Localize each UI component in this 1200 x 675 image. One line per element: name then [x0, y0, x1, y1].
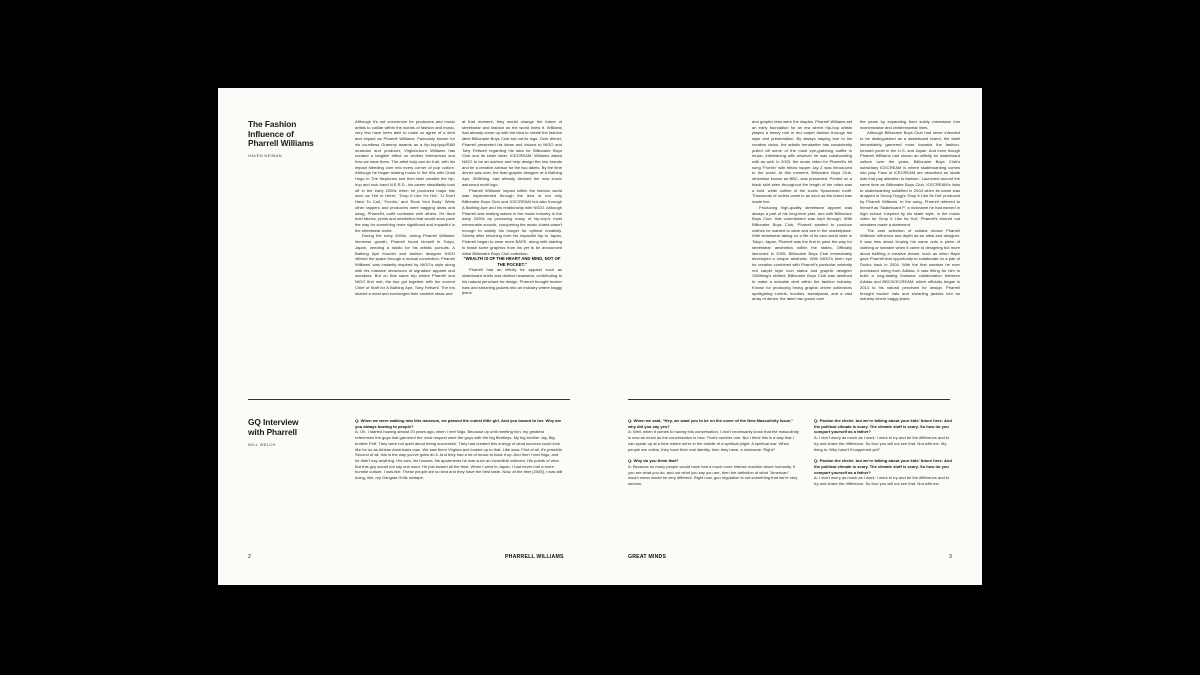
left-page	[218, 88, 600, 585]
interview-title-line: with Pharrell	[248, 426, 297, 437]
paragraph: the years by expanding from solely menswear into womenswear and childrenswear lines.	[860, 119, 960, 130]
section-divider	[628, 399, 950, 400]
right-page	[600, 88, 982, 585]
section-divider	[248, 399, 570, 400]
paragraph: Producing high-quality streetwear apparel was always a part of his long-term plan, and with Billionaire Boys Club, that commitment was kept through. With Billionaire Boys Club, Pharrell wanted to produce clothes he wanted to wear and see in the marketplace. With streetwear taking on a life of its own world wide in Tokyo, Japan, Pharrell was the first to pave the way for streetwear aesthetics within the states. Officially launched in 2005, Billionaire Boys Club immediately developed a unique aesthetic. With NIGO's keen eye for creation combined with Pharrell's particular celebrity red carpet style icon status and graphic designer SK8thing's skillset, Billionaire Boys Club was destined to make a sizeable dent within the fashion industry. Known for producing heavy graphic driven collections spotlighting t-shirts, hoodies, sweatpants, and a vast array of denim, the label has grown over	[752, 204, 852, 302]
article-title-line: Influence of	[248, 128, 294, 139]
interview-question: Q: Pardon the cliché, but we're talking about your kids' future here. And the political climate is scary. The climate stuff is scary. So how do you comport yourself as a father?	[814, 458, 952, 475]
interview-question: Q: Why do you think that?	[628, 458, 679, 464]
interview-question: Q: When we said, "Hey, we want you to be on the cover of the New Masculinity Issue," why did you say yes?	[628, 418, 794, 429]
interview-answer: A: Well, when it comes to having this conversation, I don't necessarily know that the masculinity is new as much as the conversation is new. That's number one. But I think this is a way that I can speak up at a time where we're in the middle of a spiritual plight. A spiritual war. When people are online, they have their real identity, then they have, a nickname. Right?	[628, 429, 799, 452]
paragraph: The vast selection of collabs shows Pharrell Williams' influence and depth as an artist and designer. It was less about limping his name onto a piece of clothing or sneaker when it came to designing but more about fulfilling a creative dream, such as when Bape gave Pharrell that opportunity to collaborate on a pair of Dunks back in 2004. With the first sneaker he ever purchased being from Adidas, it was fitting for him to build a long-lasting footwear collaboration between Adidas and BBC/ICECREAM, which officially began in 2014 to his natural penchant for design. Pharrell brought trucker hats and shearling jackets into an industry where baggy jeans.	[860, 227, 960, 302]
interview-answer: A: I don't worry as much as I work. I work to try and be the difference and to try and share the difference. So four you will not see that. Not with me. My thing is: Why hasn't it happened yet?	[814, 435, 950, 452]
magazine-spread	[218, 88, 982, 585]
interview-answer: A: Oh, I started bowing almost 20 years ago, when I met Nigo. Because up until meeting him, my greatest references the guys that garnered the most respect were the guys with the big Bentleys. My big brother Jay, Big brother Puff. They were not quiet about being successful. They had created this energy of what success could look like for us as African Americans man. We saw them Virginia and looked up to that. Like wow. First of all, it's possible. Second of all, this is the way you've gotta do it. And they had a lot of music to back it up. And then I met Nigo, and he didn't say anything. His cars, his houses, his apartments he was such an incredible collector. His points of view. But this guy would not say one word. He just bowed all the time. When I went to Japan. I had never met a more humble culture. I was like: These people are so kind and they have the best taste. Now, at the time [2005], I was still doing, like, my Gangsta Grillz mixtape.	[355, 429, 564, 481]
pull-quote: "WEALTH IS OF THE HEART AND MIND, NOT OF THE POCKET."	[463, 256, 561, 267]
article-byline: HAVEN NEIMAN	[248, 153, 282, 158]
article-title-line: Pharrell Williams	[248, 138, 314, 148]
article-column-3	[752, 119, 852, 345]
article-title-line: The Fashion	[248, 119, 297, 129]
interview-qa	[355, 418, 563, 487]
paragraph: and graphic tees were the staples. Pharrell Williams set an early foundation for an era where hip-hop artists played a heavy role in red carpet fashion through his style and presentation. By always staying true to his creative vision, the artistic trendsetter has consistently pulled off some of the most eye-grabbing outfits in music, intertwining with whoever he was collaborating with as well. In 2003, the music video for Pharrell's hit song 'Frontin' with fellow rapper Jay Z was introduced to the world. At this moment, Billionaire Boys Club, otherwise known as BBC, was presented. Printed on a black skirt seen throughout the length of the video was a bold, white outline of the iconic Spaceman motif. Thousands of orders came in as soon as the brand was made live.	[752, 119, 852, 205]
paragraph: During the early 2000s, during Pharrell Williams' immense growth, Pharrell found himself in Tokyo, Japan, needing a studio for his artistic pursuits. A Bathing Ape founder and fashion designer NIGO offered the space through a mutual connection. Pharrell Williams' was instantly inspired by NIGO's style along with his massive showroom of signature apparel and sneakers. But on that same trip where Pharrell and NIGO first met, the two got together with the current Chief of Staff for A Bathing Ape, Toby Feltwell. The trio shared a meal and exchanged their creative ideas and	[355, 233, 455, 296]
interview-question: Q: When we were walking into this museum, we passed the cutest little girl. And you bowed to her. Why are you always bowing to people?	[355, 418, 562, 429]
article-title	[248, 120, 314, 149]
page-number: 3	[949, 554, 952, 560]
interview-question: Q: Pardon the cliché, but we're talking about your kids' future here. And the political climate is scary. The climate stuff is scary. So how do you comport yourself as a father?	[814, 418, 952, 435]
running-head: GREAT MINDS	[628, 554, 667, 560]
interview-qa-right	[814, 418, 954, 493]
interview-title	[248, 418, 298, 437]
page-number: 2	[248, 554, 251, 560]
interview-byline: WILL WELCH	[248, 442, 276, 447]
interview-qa-left	[628, 418, 800, 493]
paragraph: Pharrell Williams' impact within the fashion world was implemented through the lens of not only Billionaire Boys Club and ICECREAM but also through A Bathing Ape and his relationship with NIGO. Although Pharrell was making waves in the music industry in the early 2000s by producing many of hip-hop's most memorable sounds, conquering the music charts wasn't enough to satisfy his hunger for optimal creativity. Shortly after returning from his impactful trip to Japan, Pharrell began to wear more BAPE, along with starting to tease some graphics from his yet to be announced initial Billionaire Boys Club collection.	[462, 187, 562, 256]
article-column-2	[462, 119, 562, 345]
running-head: PHARRELL WILLIAMS	[505, 554, 564, 560]
paragraph: Although it's not uncommon for producers and music artists to collide within the worlds of fashion and music, very few have been able to make us agree of a dent and impact as Pharrell Williams. Famously known for his countless Grammy awards as a hip-hop/pop/R&B musician and producer, Virginia-born Williams has created a tangible effect on clothes themselves and how we wear them. The artist truly can do it all, with his impact bleeding over into every corner of pop culture. Although he began making music in the 90s with Chad Hugo in The Neptunes and then later created the hip-hop and rock band N.E.R.D., his career steadfastly took off in the early 2000s when he produced major hits such as 'Hot in Herre,' 'Drop It Like It's Hot,' 'U Don't Have To Call,' 'Frontin,' and 'Rock Your Body.' While other rappers and producers were bagging deals and swag, Pharrell's outfit contrasts with others. He liked bold fabrics, prints and aesthetics that would soon pave the way for something more significant and impactful in the streetwear world.	[355, 119, 455, 233]
interview-answer: A: Because so many people would have had a much more intense reaction about humanity. If you are what you do, and not what you say you are, then the definition of what "American" would mean would be very different. Right now, gun regulation is not something that we're very serious.	[628, 464, 798, 487]
interview-title-line: GQ Interview	[248, 417, 299, 427]
paragraph: Pharrell had an infinity for apparel such as skateboard shirts and distinct headwear, contributing to his natural penchant for design. Pharrell brought trucker hats and shearling jackets into an industry where baggy jeans	[462, 267, 562, 296]
interview-answer: A: I don't worry as much as I work. I work to try and be the difference and to try and share the difference. So four you will not see that. Not with me.	[814, 475, 950, 487]
article-column-4	[860, 119, 960, 345]
paragraph: Although Billionaire Boys Club had never intended to be distinguished as a skateboard brand, the label immediately garnered more towards the fashion-forward youth in the U.S. and Japan. And even though Pharrell Williams had shown an affinity for skateboard culture over the years, Billionaire Boys Club's subsidiary ICECREAM is where skateboarding comes into play. Fans of ICECREAM are described as 'skate kids that pay attention to fashion.' Launched around the same time as Billionaire Boys Club, ICECREAM's links to skateboarding solidified in 2004 when its name was dropped in Snoop Dogg's 'Drop it Like Its Hot' produced by Pharrell Williams. In the song, Pharrell referred to himself as 'Skateboard P,' a nickname he had earned in high school. Inspired by his skate style, in the music video for 'Drop It Like Its Hot,' Pharrell's blurred out sneakers made a statement.	[860, 130, 960, 227]
article-column-1	[355, 119, 455, 345]
paragraph: at that moment, they would change the future of streetwear and fashion as the world knew it. Williams had already come up with the idea to create the fashion label Billionaire Boys Club but not its logo. Over dinner, Pharrell presented his ideas and visions to NIGO and Toby Feltwell regarding his idea for Billionaire Boys Club and its sister label, ICECREAM. Williams asked NIGO to be an advisor and help design the two brands and be a creative advisor for the two labels. By the time dinner was over, the lead graphic designer at A Bathing Ape, SK8thing, had already devised the now iconic astronaut motif logo.	[462, 119, 562, 187]
